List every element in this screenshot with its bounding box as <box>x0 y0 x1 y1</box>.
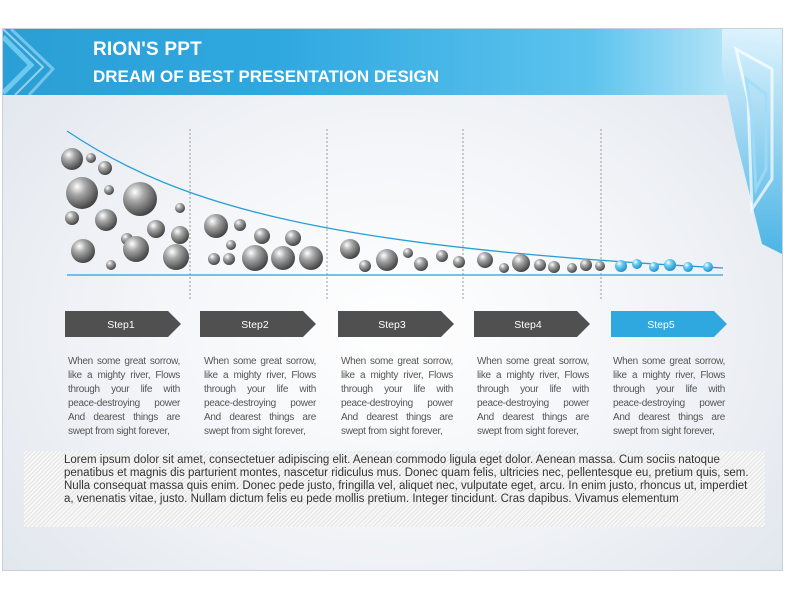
bubble <box>163 244 189 270</box>
bubble <box>453 256 465 268</box>
header-bar <box>3 29 783 95</box>
step-description-2: When some great sorrow, like a mighty river, Flows through your life with peace-destroying power And dearest things are swept from sight forever, <box>204 356 316 437</box>
bubble <box>234 219 246 231</box>
bubble <box>477 252 493 268</box>
bubble <box>683 262 693 272</box>
bubble <box>580 259 592 271</box>
bubble <box>123 236 149 262</box>
bubble <box>171 226 189 244</box>
bubble <box>106 260 116 270</box>
step-arrows <box>65 311 727 337</box>
bubble <box>254 228 270 244</box>
bubble <box>403 248 413 258</box>
bubble <box>534 259 546 271</box>
header-decoration-left <box>3 29 63 95</box>
bubble <box>242 245 268 271</box>
bubble <box>65 211 79 225</box>
bubble <box>204 214 228 238</box>
step-dividers <box>190 129 601 299</box>
slide <box>2 28 783 571</box>
step-label: Step2 <box>241 319 269 331</box>
bubble <box>664 259 676 271</box>
step-arrow-1 <box>65 311 181 337</box>
bubble <box>499 263 509 273</box>
step-arrow-2 <box>200 311 316 337</box>
bubble <box>567 263 577 273</box>
bubble <box>147 220 165 238</box>
step-description-1: When some great sorrow, like a mighty river, Flows through your life with peace-destroying power And dearest things are swept from sight forever, <box>68 356 180 437</box>
step-label: Step3 <box>378 319 406 331</box>
step-arrow-4 <box>474 311 590 337</box>
bubble <box>649 262 659 272</box>
process-diagram <box>3 99 783 374</box>
bubble <box>61 148 83 170</box>
step-label: Step5 <box>647 319 675 331</box>
bubble <box>86 153 96 163</box>
bubble <box>595 261 605 271</box>
bubble <box>615 260 627 272</box>
bubble <box>71 239 95 263</box>
step-description-3: When some great sorrow, like a mighty river, Flows through your life with peace-destroying power And dearest things are swept from sight forever, <box>341 356 453 437</box>
step-label: Step1 <box>107 319 135 331</box>
bubble <box>226 240 236 250</box>
bubble <box>632 259 642 269</box>
bubble <box>512 254 530 272</box>
bubble <box>414 257 428 271</box>
bubble <box>548 261 560 273</box>
bubble <box>436 250 448 262</box>
step-label: Step4 <box>514 319 542 331</box>
bubble <box>98 161 112 175</box>
bubble <box>299 246 323 270</box>
bubble <box>340 239 360 259</box>
step-description-5: When some great sorrow, like a mighty river, Flows through your life with peace-destroying power And dearest things are swept from sight forever, <box>613 356 725 437</box>
bubble <box>123 182 157 216</box>
bubble <box>271 246 295 270</box>
page-title: RION'S PPT <box>93 39 202 60</box>
step-arrow-3 <box>338 311 454 337</box>
bubble <box>66 177 98 209</box>
bubble <box>104 185 114 195</box>
bubble <box>223 253 235 265</box>
bubble <box>359 260 371 272</box>
body-text-box: Lorem ipsum dolor sit amet, consectetuer adipiscing elit. Aenean commodo ligula eget dolor. Aenean massa. Cum sociis natoque penatibus et magnis dis parturient montes, nascetur ridiculus mus. Donec quam felis, ultricies nec, pellentesque eu, pretium quis, sem. Nulla consequat massa quis enim. Donec pede justo, fringilla vel, aliquet nec, vulputate eget, arcu. In enim justo, rhoncus ut, imperdiet a, venenatis vitae, justo. Nullam dictum felis eu pede mollis pretium. Integer tincidunt. Cras dapibus. Vivamus elementum <box>24 451 765 527</box>
bubble <box>285 230 301 246</box>
bubble <box>175 203 185 213</box>
bubble <box>208 253 220 265</box>
step-arrow-5 <box>611 311 727 337</box>
step-description-4: When some great sorrow, like a mighty river, Flows through your life with peace-destroying power And dearest things are swept from sight forever, <box>477 356 589 437</box>
bubble <box>376 249 398 271</box>
bubbles-blue <box>615 259 713 272</box>
bubble <box>703 262 713 272</box>
bubble <box>95 209 117 231</box>
page-subtitle: DREAM OF BEST PRESENTATION DESIGN <box>93 67 440 86</box>
decay-curve <box>67 131 723 268</box>
